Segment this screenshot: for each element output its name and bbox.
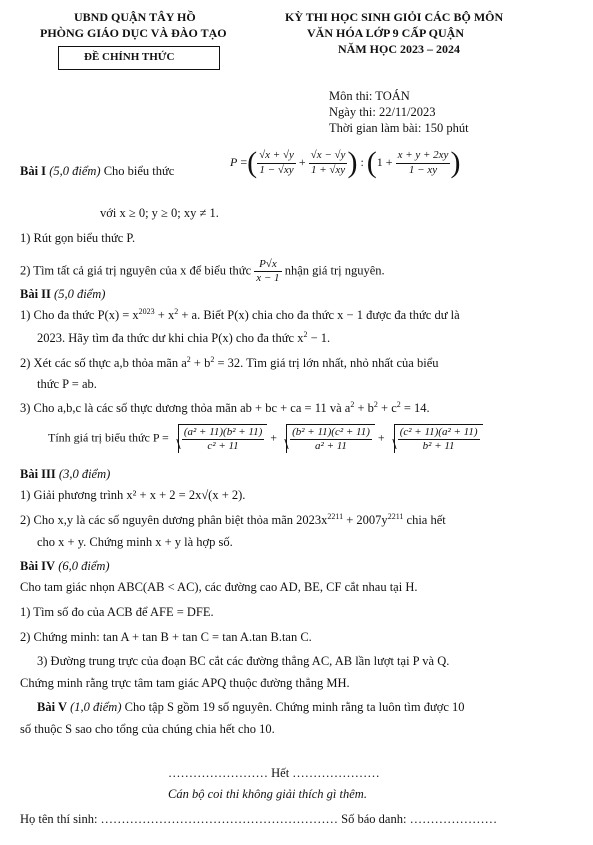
bai1-condition: với x ≥ 0; y ≥ 0; xy ≠ 1. xyxy=(100,206,219,220)
bai2-heading: Bài II (5,0 điểm) xyxy=(20,287,106,301)
bai2-q2-line2: thức P = ab. xyxy=(37,377,97,391)
bai5-line2: số thuộc S sao cho tổng của chúng chia hết cho 10. xyxy=(20,722,275,736)
end-marker: …………………… Hết ………………… xyxy=(168,766,380,780)
bai3-heading: Bài III (3,0 điểm) xyxy=(20,467,111,481)
bai1-heading: Bài I (5,0 điểm) Cho biểu thức xyxy=(20,164,175,178)
subject: Môn thi: TOÁN xyxy=(329,89,410,103)
proctor-note: Cán bộ coi thi không giải thích gì thêm. xyxy=(168,787,367,801)
exam-title-1: KỲ THI HỌC SINH GIỎI CÁC BỘ MÔN xyxy=(285,10,504,24)
bai4-q2: 2) Chứng minh: tan A + tan B + tan C = tan A.tan B.tan C. xyxy=(20,630,312,644)
candidate-info: Họ tên thí sinh: ………………………………………………… Số báo danh: ………………… xyxy=(20,812,498,826)
bai4-q3-line2: Chứng minh rằng trực tâm tam giác APQ thuộc đường thẳng MH. xyxy=(20,676,350,690)
exam-title-2: VĂN HÓA LỚP 9 CẤP QUẬN xyxy=(307,26,465,40)
bai5-line1: Bài V (1,0 điểm) Cho tập S gồm 19 số nguyên. Chứng minh rằng ta luôn tìm được 10 xyxy=(37,700,465,714)
exam-date: Ngày thi: 22/11/2023 xyxy=(329,105,436,119)
bai3-q1: 1) Giải phương trình x² + x + 2 = 2x√(x + 2). xyxy=(20,488,246,502)
bai1-formula: P =( $\frac{√x + √y}{1 - √xy}$ + $\frac{√x - √y}{1 + √xy}$ ) : (1 + $\frac{x + y + 2xy}{1 - xy}$ ) xyxy=(230,146,461,179)
official-label: ĐỀ CHÍNH THỨC xyxy=(84,51,175,63)
bai4-heading: Bài IV (6,0 điểm) xyxy=(20,559,110,573)
bai4-intro: Cho tam giác nhọn ABC(AB < AC), các đường cao AD, BE, CF cắt nhau tại H. xyxy=(20,580,418,594)
bai2-q1-line1: 1) Cho đa thức $P(x) = x^{2023} + x^2 + a$. Biết P(x) chia cho đa thức x − 1 được đa thức dư là xyxy=(20,307,460,323)
bai4-q3-line1: 3) Đường trung trực của đoạn BC cắt các đường thẳng AC, AB lần lượt tại P và Q. xyxy=(37,654,450,668)
department-name: PHÒNG GIÁO DỤC VÀ ĐÀO TẠO xyxy=(40,26,227,40)
district-name: UBND QUẬN TÂY HỒ xyxy=(74,10,196,24)
duration: Thời gian làm bài: 150 phút xyxy=(329,121,469,135)
bai3-q2-line2: cho x + y. Chứng minh x + y là hợp số. xyxy=(37,535,233,549)
bai2-q1-line2: 2023. Hãy tìm đa thức dư khi chia P(x) cho đa thức $x^2 - 1$. xyxy=(37,330,331,346)
bai2-q2-line1: 2) Xét các số thực a,b thỏa mãn $a^2 + b^2 = 32$. Tìm giá trị lớn nhất, nhỏ nhất của biểu xyxy=(20,355,439,371)
school-year: NĂM HỌC 2023 – 2024 xyxy=(338,42,460,56)
bai1-q2: 2) Tìm tất cả giá trị nguyên của x để biểu thức $\frac{P√x}{x - 1}$ nhận giá trị nguyên. xyxy=(20,258,385,285)
bai2-q3: 3) Cho a,b,c là các số thực dương thỏa mãn ab + bc + ca = 11 và $a^2 + b^2 + c^2 = 14$. xyxy=(20,400,430,416)
bai3-q2-line1: 2) Cho x,y là các số nguyên dương phân biệt thỏa mãn $2023x^{2211} + 2007y^{2211}$ chia hết xyxy=(20,512,446,528)
bai1-q1: 1) Rút gọn biểu thức P. xyxy=(20,231,136,245)
bai2-q3-formula: Tính giá trị biểu thức P = $\frac{\text{(a² + 11)(b² + 11)}}{\text{c² + 11}}$ + $\frac{\text{(b² + 11)(c² + 11)}}{\text{a² + 11}}$ + $\frac{\text{(c² + 11)(a² + 11)}}{\text{b² + 11}}$ xyxy=(48,424,483,453)
bai4-q1: 1) Tìm số đo của ACB để AFE = DFE. xyxy=(20,605,214,619)
